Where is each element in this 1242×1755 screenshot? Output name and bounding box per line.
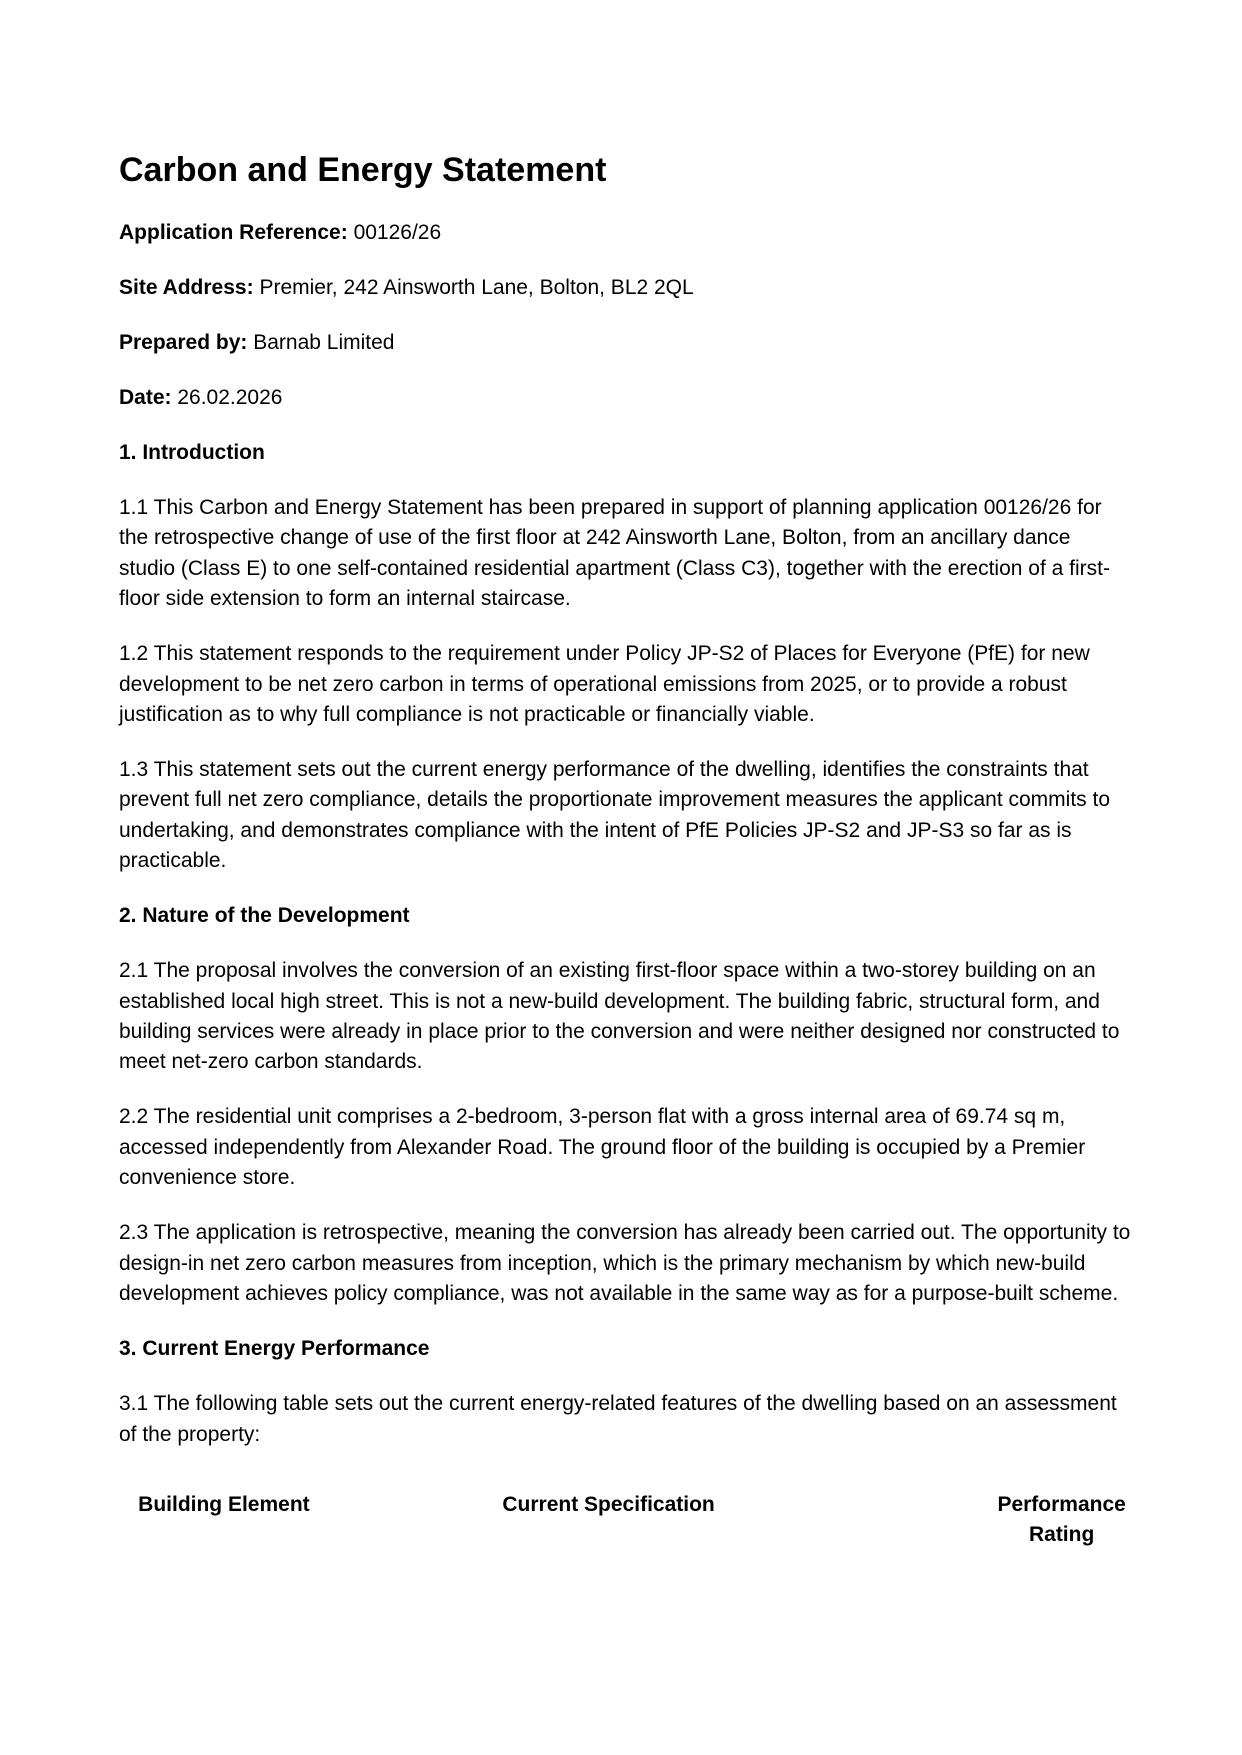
meta-value: 00126/26 <box>353 221 442 244</box>
paragraph-2-2: 2.2 The residential unit comprises a 2-bedroom, 3-person flat with a gross internal area of 69.74 sq m, accessed independently from Alexander Road. The ground floor of the building is occupied by a Premier convenience store. <box>119 1105 1086 1190</box>
meta-label: Prepared by: <box>119 331 248 354</box>
paragraph-2-1: 2.1 The proposal involves the conversion of an existing first-floor space within a two-storey building on an established local high street. This is not a new-build development. The building fabric, structural form, and building services were already in place prior to the conversion and were neither designed nor constructed to meet net-zero carbon standards. <box>119 959 1120 1074</box>
prepared-by <box>119 328 1131 358</box>
meta-label: Application Reference: <box>119 221 348 244</box>
section-heading-introduction: 1. Introduction <box>119 441 265 464</box>
paragraph-1-3: 1.3 This statement sets out the current energy performance of the dwelling, identifies the constraints that prevent full net zero compliance, details the proportionate improvement measures the applicant commits to undertaking, and demonstrates compliance with the intent of PfE Policies JP-S2 and JP-S3 so far as is practicable. <box>119 758 1110 873</box>
section-heading-nature-of-development: 2. Nature of the Development <box>119 904 410 928</box>
application-reference <box>119 218 1131 248</box>
column-header-current-specification: Current Specification <box>502 1492 715 1516</box>
meta-value: Barnab Limited <box>253 331 395 354</box>
document-page <box>119 150 1131 1551</box>
site-address <box>119 273 1131 303</box>
paragraph-1-2: 1.2 This statement responds to the requirement under Policy JP-S2 of Places for Everyone (PfE) for new development to be net zero carbon in terms of operational emissions from 2025, or to provide a robust justification as to why full compliance is not practicable or financially viable. <box>119 642 1090 727</box>
paragraph-1-1: 1.1 This Carbon and Energy Statement has been prepared in support of planning application 00126/26 for the retrospective change of use of the first floor at 242 Ainsworth Lane, Bolton, from an ancillary dance studio (Class E) to one self-contained residential apartment (Class C3), together with the erection of a first-floor side extension to form an internal staircase. <box>119 496 1110 611</box>
column-header-performance-rating: Performance Rating <box>997 1492 1126 1547</box>
paragraph-2-3: 2.3 The application is retrospective, meaning the conversion has already been carried out. The opportunity to design-in net zero carbon measures from inception, which is the primary mechanism by which new-build development achieves policy compliance, was not available in the same way as for a purpose-built scheme. <box>119 1221 1131 1306</box>
meta-value: Premier, 242 Ainsworth Lane, Bolton, BL2 2QL <box>259 276 694 299</box>
date <box>119 383 1131 413</box>
section-heading-current-energy-performance: 3. Current Energy Performance <box>119 1337 430 1361</box>
meta-label: Site Address: <box>119 276 254 299</box>
paragraph-3-1: 3.1 The following table sets out the current energy-related features of the dwelling based on an assessment of the property: <box>119 1392 1117 1446</box>
document-title: Carbon and Energy Statement <box>119 151 607 189</box>
meta-label: Date: <box>119 386 172 409</box>
column-header-building-element: Building Element <box>138 1492 310 1516</box>
table-header-row <box>119 1490 1131 1551</box>
meta-value: 26.02.2026 <box>177 386 283 409</box>
